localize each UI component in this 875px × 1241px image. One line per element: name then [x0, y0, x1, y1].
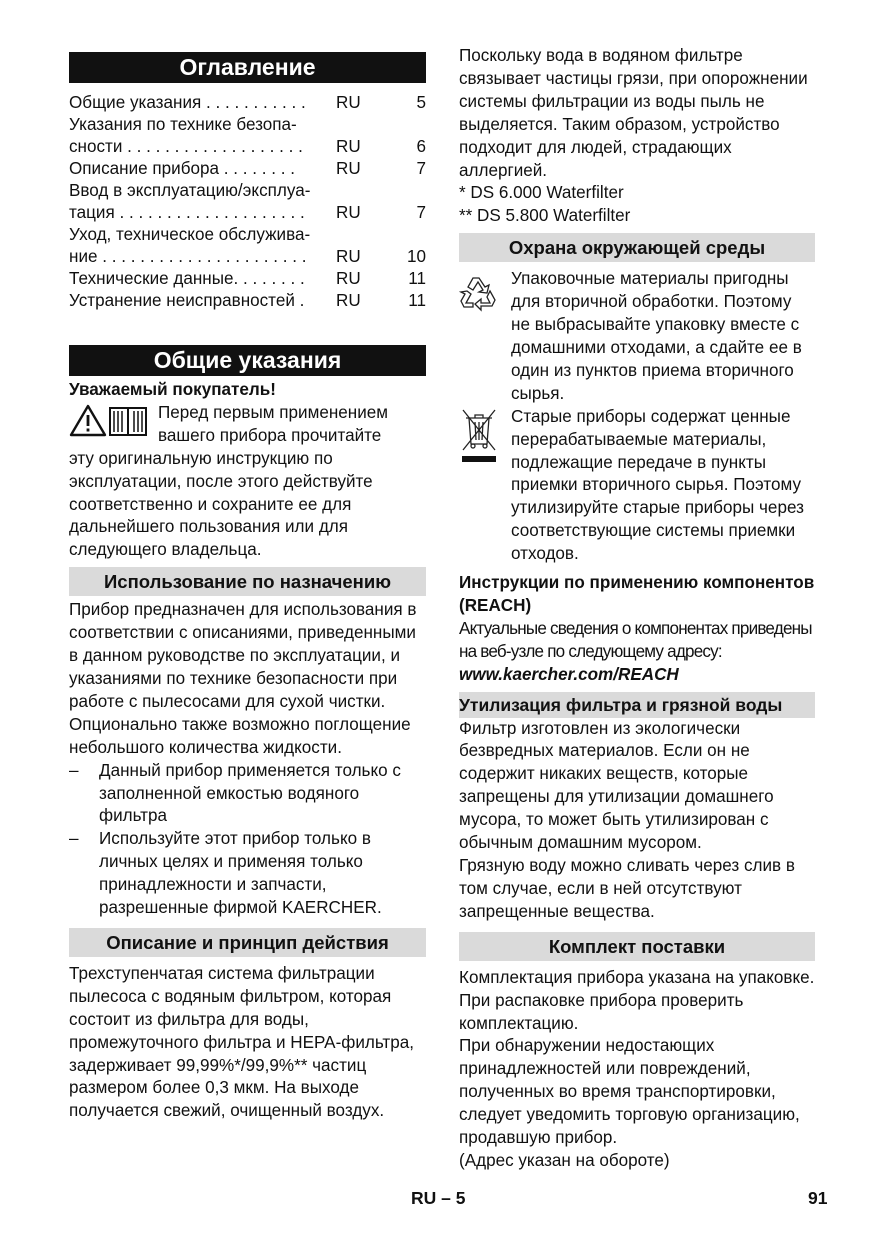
general-heading: Общие указания — [69, 345, 426, 376]
toc-entry-lang: RU — [336, 269, 361, 288]
toc-entry-page: 6 — [416, 137, 426, 156]
dear-customer: Уважаемый покупатель! — [69, 380, 276, 399]
description-paragraph: Трехступенчатая система фильтрации пылесоса с водяным фильтром, которая состоит из фильтра для воды, промежуточного фильтра и HEPA-фильтра, задерживает 99,99%*/99,9%** частиц размером более 0,3 мкм. На выходе получается свежий, очищенный воздух. — [69, 963, 415, 1121]
toc-entry[interactable] — [69, 158, 426, 180]
toc-entry[interactable] — [69, 290, 426, 312]
toc-entry-title: Технические данные. . . . . . . . — [69, 269, 305, 288]
packaging-block — [459, 268, 815, 405]
delivery-paragraph-2: При обнаружении недостающих принадлежностей или повреждений, полученных во время транспортировки, следует уведомить торговую организацию, продавшую прибор. — [459, 1036, 800, 1148]
toc-entry-lang: RU — [336, 159, 361, 178]
toc-entry-page: 7 — [416, 159, 426, 178]
filter-disposal-paragraph: Фильтр изготовлен из экологически безвредных материалов. Если он не содержит никаких веществ, которые запрещены для утилизации домашнего мусора, то может быть утилизирован с обычным домашним мусором. — [459, 718, 774, 853]
toc-entry-title[interactable]: Уход, техническое обслужива- — [69, 225, 311, 244]
reach-text: Актуальные сведения о компонентах приведены на веб-узле по следующему адресу: — [459, 618, 812, 661]
toc-heading: Оглавление — [69, 52, 426, 83]
dirty-water-paragraph: Грязную воду можно сливать через слив в том случае, если в ней отсутствуют запрещенные вещества. — [459, 856, 795, 921]
toc-entry-title[interactable]: Указания по технике безопа- — [69, 115, 297, 134]
footnote-2: ** DS 5.800 Waterfilter — [459, 206, 631, 226]
toc-entry-title[interactable]: Ввод в эксплуатацию/эксплуа- — [69, 181, 311, 200]
toc-entry-lang: RU — [336, 137, 361, 156]
intended-use-heading: Использование по назначению — [69, 567, 426, 596]
toc-entry-lang: RU — [336, 247, 361, 266]
intro-line-2: вашего прибора прочитайте — [158, 425, 382, 445]
intro-block — [69, 402, 426, 562]
intended-use-paragraph: Прибор предназначен для использования в соответствии с описаниями, приведенными в данном руководстве по эксплуатации, и указаниями по технике безопасности при работе с пылесосами для сухой чистки. — [69, 600, 417, 711]
description-heading: Описание и принцип действия — [69, 928, 426, 957]
page-footer — [0, 1188, 875, 1212]
delivery-heading: Комплект поставки — [459, 932, 815, 961]
delivery-paragraph-1: Комплектация прибора указана на упаковке. При распаковке прибора проверить комплектацию. — [459, 967, 815, 1033]
toc-entry-title: тация . . . . . . . . . . . . . . . . . . . . — [69, 203, 305, 222]
packaging-paragraph: Упаковочные материалы пригодны для вторичной обработки. Поэтому не выбрасывайте упаковку вместе с домашними отходами, а сдайте ее в один из пунктов приема вторичного сырья. — [511, 269, 802, 403]
toc-entry-page: 5 — [416, 93, 426, 112]
warning-triangle-icon — [69, 404, 149, 438]
allergy-paragraph: Поскольку вода в водяном фильтре связывает частицы грязи, при опорожнении системы фильтрации из воды пыль не выделяется. Таким образом, устройство подходит для людей, страдающих аллергией. — [459, 46, 808, 180]
reach-heading: Инструкции по применению компонентов (REACH) — [459, 573, 815, 615]
toc-entry[interactable] — [69, 136, 426, 158]
list-item-text: Данный прибор применяется только с заполненной емкостью водяного фильтра — [99, 760, 401, 826]
crossed-bin-icon — [459, 406, 499, 464]
toc-entry-title: Устранение неисправностей . — [69, 291, 305, 310]
warning-icons — [69, 404, 149, 443]
toc-entry-lang: RU — [336, 93, 361, 112]
manual-book-icon — [110, 408, 146, 435]
list-item-text: Используйте этот прибор только в личных целях и применяя только принадлежности и запчасти, разрешенные фирмой KAERCHER. — [99, 829, 382, 918]
table-of-contents — [69, 92, 426, 312]
list-item — [69, 760, 426, 829]
right-column — [459, 45, 815, 1173]
toc-entry[interactable] — [69, 268, 426, 290]
toc-entry-lang: RU — [336, 203, 361, 222]
intro-paragraph: эту оригинальную инструкцию по эксплуатации, после этого действуйте соответственно и сохраните ее для дальнейшего пользования или для следующего владельца. — [69, 448, 373, 560]
list-dash: – — [69, 829, 79, 849]
intro-line-1: Перед первым применением — [158, 402, 389, 422]
toc-entry[interactable] — [69, 246, 426, 268]
footnote-1: * DS 6.000 Waterfilter — [459, 183, 624, 203]
toc-entry-page: 7 — [416, 203, 426, 222]
intended-use-liquid-paragraph: Опционально также возможно поглощение небольшого количества жидкости. — [69, 714, 411, 757]
footer-section: RU – 5 — [411, 1188, 466, 1208]
page-number: 91 — [808, 1188, 828, 1208]
list-dash: – — [69, 760, 79, 780]
toc-entry-title: сности . . . . . . . . . . . . . . . . . . . — [69, 137, 303, 156]
toc-entry[interactable] — [69, 92, 426, 114]
recycling-icon-box — [459, 274, 499, 317]
toc-entry-page: 11 — [408, 291, 426, 310]
reach-link[interactable]: www.kaercher.com/REACH — [459, 664, 679, 684]
old-devices-block — [459, 406, 815, 566]
environment-heading: Охрана окружающей среды — [459, 233, 815, 262]
list-item — [69, 828, 426, 920]
toc-entry-page: 11 — [408, 269, 426, 288]
delivery-paragraph-3: (Адрес указан на обороте) — [459, 1150, 670, 1170]
bin-icon-box — [459, 406, 499, 469]
toc-entry-lang: RU — [336, 291, 361, 310]
left-column — [69, 52, 426, 1123]
recycling-icon — [459, 274, 499, 312]
toc-entry-title: Описание прибора . . . . . . . . — [69, 159, 296, 178]
old-devices-paragraph: Старые приборы содержат ценные перерабатываемые материалы, подлежащие передаче в пункты приемки вторичного сырья. Поэтому утилизируйте старые приборы через соответствующие системы приемки отходов. — [511, 406, 804, 564]
toc-entry-title: Общие указания . . . . . . . . . . . — [69, 93, 306, 112]
toc-entry[interactable] — [69, 202, 426, 224]
toc-entry-title: ние . . . . . . . . . . . . . . . . . . . . . . — [69, 247, 307, 266]
disposal-heading: Утилизация фильтра и грязной воды — [459, 692, 815, 718]
toc-entry-page: 10 — [406, 247, 426, 266]
